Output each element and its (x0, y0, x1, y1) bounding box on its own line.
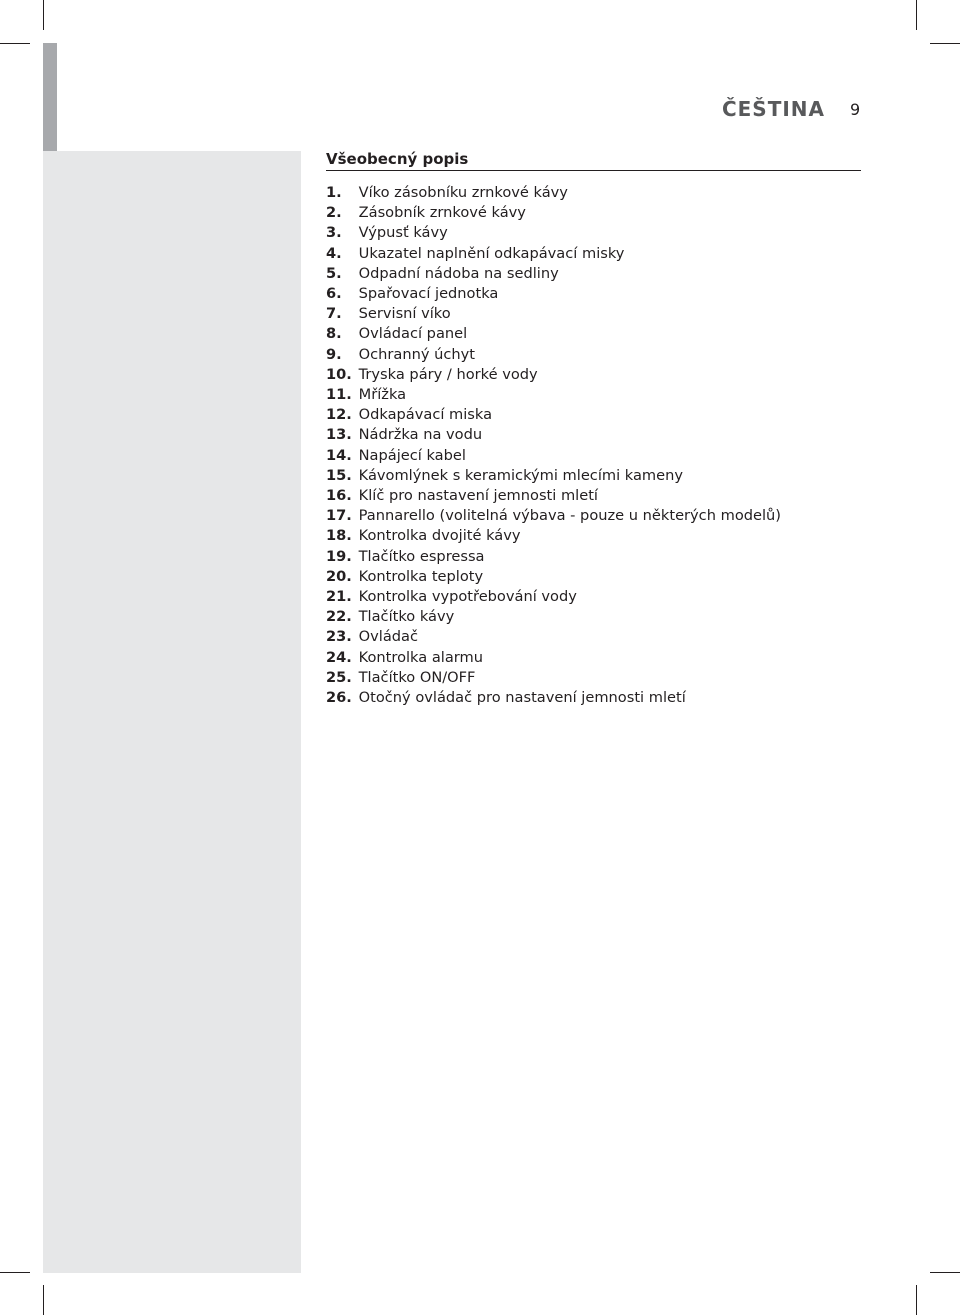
item-number: 4. (326, 244, 342, 262)
list-item (326, 627, 861, 647)
item-label: Odpadní nádoba na sedliny (358, 264, 559, 282)
item-label: Výpusť kávy (358, 224, 448, 242)
list-item (326, 587, 861, 607)
item-number: 10. (326, 365, 352, 383)
item-number: 17. (326, 507, 352, 525)
list-item (326, 425, 861, 445)
item-number: 20. (326, 567, 352, 585)
item-number: 15. (326, 466, 352, 484)
section-heading: Všeobecný popis (326, 149, 861, 171)
item-label: Odkapávací miska (358, 406, 493, 424)
list-item (326, 405, 861, 425)
item-label: Tryska páry / horké vody (358, 365, 538, 383)
item-label: Otočný ovládač pro nastavení jemnosti mletí (358, 689, 686, 707)
crop-mark (0, 43, 30, 44)
parts-list (326, 183, 861, 708)
item-label: Kávomlýnek s keramickými mlecími kameny (358, 466, 684, 484)
list-item (326, 648, 861, 668)
item-label: Pannarello (volitelná výbava - pouze u některých modelů) (358, 507, 781, 525)
item-label: Tlačítko espressa (358, 547, 485, 565)
list-item (326, 668, 861, 688)
item-label: Kontrolka teploty (358, 567, 484, 585)
general-description-section (326, 149, 861, 708)
item-number: 5. (326, 264, 342, 282)
list-item (326, 486, 861, 506)
item-number: 23. (326, 628, 352, 646)
item-label: Napájecí kabel (358, 446, 466, 464)
list-item (326, 244, 861, 264)
item-label: Víko zásobníku zrnkové kávy (358, 184, 568, 201)
item-label: Tlačítko kávy (358, 608, 455, 626)
item-number: 21. (326, 588, 352, 606)
item-number: 16. (326, 487, 352, 505)
item-label: Zásobník zrnkové kávy (358, 204, 526, 222)
item-label: Nádržka na vodu (358, 426, 483, 444)
list-item (326, 607, 861, 627)
list-item (326, 466, 861, 486)
item-number: 19. (326, 547, 352, 565)
item-number: 14. (326, 446, 352, 464)
item-number: 24. (326, 648, 352, 666)
item-number: 22. (326, 608, 352, 626)
item-label: Servisní víko (358, 305, 451, 323)
list-item (326, 203, 861, 223)
list-item (326, 547, 861, 567)
list-item (326, 688, 861, 708)
item-label: Ovládací panel (358, 325, 468, 343)
item-label: Kontrolka dvojité kávy (358, 527, 521, 545)
item-label: Ochranný úchyt (358, 345, 475, 363)
item-number: 26. (326, 689, 352, 707)
crop-mark (930, 43, 960, 44)
item-label: Ovládač (358, 628, 418, 646)
list-item (326, 365, 861, 385)
item-label: Tlačítko ON/OFF (358, 668, 476, 686)
list-item (326, 284, 861, 304)
list-item (326, 324, 861, 344)
list-item (326, 526, 861, 546)
item-number: 7. (326, 305, 342, 323)
list-item (326, 223, 861, 243)
item-number: 25. (326, 668, 352, 686)
crop-mark (916, 1285, 917, 1315)
item-number: 2. (326, 204, 342, 222)
list-item (326, 385, 861, 405)
crop-mark (916, 0, 917, 30)
item-label: Spařovací jednotka (358, 285, 499, 303)
list-item (326, 264, 861, 284)
page-number: 9 (850, 100, 861, 119)
list-item (326, 446, 861, 466)
item-number: 18. (326, 527, 352, 545)
list-item (326, 506, 861, 526)
side-panel (43, 151, 301, 1273)
crop-mark (930, 1272, 960, 1273)
item-number: 11. (326, 386, 352, 404)
item-number: 12. (326, 406, 352, 424)
side-tab (43, 43, 57, 151)
list-item (326, 345, 861, 365)
item-number: 6. (326, 285, 342, 303)
list-item (326, 304, 861, 324)
item-label: Kontrolka vypotřebování vody (358, 588, 577, 606)
crop-mark (43, 1285, 44, 1315)
item-number: 13. (326, 426, 352, 444)
crop-mark (0, 1272, 30, 1273)
item-number: 3. (326, 224, 342, 242)
item-label: Ukazatel naplnění odkapávací misky (358, 244, 625, 262)
crop-mark (43, 0, 44, 30)
item-label: Mřížka (358, 386, 407, 404)
item-number: 1. (326, 184, 342, 201)
language-title: ČEŠTINA (721, 97, 825, 121)
list-item (326, 183, 861, 203)
item-number: 9. (326, 345, 342, 363)
item-number: 8. (326, 325, 342, 343)
item-label: Klíč pro nastavení jemnosti mletí (358, 487, 598, 505)
list-item (326, 567, 861, 587)
item-label: Kontrolka alarmu (358, 648, 483, 666)
